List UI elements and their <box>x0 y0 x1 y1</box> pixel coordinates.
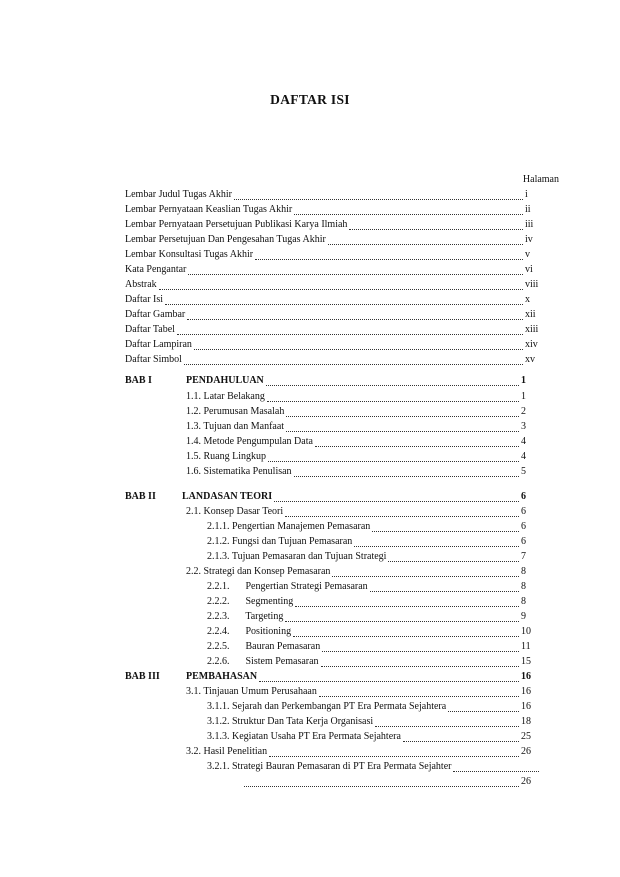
entry-page: 15 <box>521 656 531 667</box>
entry-number: 1.4. <box>186 436 201 447</box>
entry-page: xii <box>525 309 536 320</box>
toc-entry-abstrak[interactable] <box>125 277 545 292</box>
toc-entry-konsultasi[interactable] <box>125 247 545 262</box>
toc-entry-persetujuan-pengesahan[interactable] <box>125 232 545 247</box>
toc-entry-3-1-1[interactable] <box>207 699 541 714</box>
entry-page: 18 <box>521 716 531 727</box>
chapter-label: BAB II <box>125 491 156 502</box>
entry-page: 4 <box>521 451 526 462</box>
entry-page: xiii <box>525 324 539 335</box>
entry-text: Targeting <box>245 611 284 622</box>
toc-entry-daftar-simbol[interactable] <box>125 352 545 367</box>
chapter-title: LANDASAN TEORI <box>182 491 273 502</box>
entry-page: 1 <box>521 391 526 402</box>
entry-page: x <box>525 294 530 305</box>
chapter-page: 6 <box>521 491 526 502</box>
toc-chapter-2[interactable] <box>182 489 541 504</box>
entry-text: Daftar Lampiran <box>125 339 192 350</box>
entry-text: Segmenting <box>245 596 294 607</box>
toc-entry-1-6[interactable] <box>186 464 541 479</box>
toc-entry-daftar-lampiran[interactable] <box>125 337 545 352</box>
toc-entry-3-2[interactable] <box>186 744 541 759</box>
chapter-page: 16 <box>521 671 531 682</box>
entry-text: Daftar Isi <box>125 294 164 305</box>
entry-text: Positioning <box>245 626 292 637</box>
entry-page: 3 <box>521 421 526 432</box>
entry-text: Konsep Dasar Teori <box>203 506 284 517</box>
entry-text: Sistem Pemasaran <box>245 656 319 667</box>
entry-number: 1.1. <box>186 391 201 402</box>
toc-entry-lembar-judul[interactable] <box>125 187 545 202</box>
entry-number: 2.1.2. <box>207 536 230 547</box>
toc-entry-pernyataan-keaslian[interactable] <box>125 202 545 217</box>
toc-entry-2-2[interactable] <box>186 564 541 579</box>
entry-page: 16 <box>521 701 531 712</box>
entry-number: 3.1.2. <box>207 716 230 727</box>
entry-text: Latar Belakang <box>203 391 265 402</box>
entry-page: iv <box>525 234 533 245</box>
entry-text: Lembar Pernyataan Persetujuan Publikasi Karya Ilmiah <box>125 219 348 230</box>
toc-entry-2-2-2[interactable] <box>207 594 541 609</box>
entry-text: Lembar Persetujuan Dan Pengesahan Tugas Akhir <box>125 234 326 245</box>
entry-number: 1.2. <box>186 406 201 417</box>
page-title: DAFTAR ISI <box>270 92 350 107</box>
entry-page: 26 <box>521 776 531 787</box>
entry-number: 2.1.1. <box>207 521 230 532</box>
entry-text: Strategi dan Konsep Pemasaran <box>203 566 331 577</box>
entry-page: 2 <box>521 406 526 417</box>
entry-text: Abstrak <box>125 279 157 290</box>
toc-entry-3-1-2[interactable] <box>207 714 541 729</box>
entry-text: Hasil Penelitian <box>203 746 268 757</box>
toc-entry-2-2-6[interactable] <box>207 654 541 669</box>
entry-page: iii <box>525 219 534 230</box>
chapter-page: 1 <box>521 375 526 386</box>
entry-text: Bauran Pemasaran <box>245 641 321 652</box>
entry-number: 3.1.1. <box>207 701 230 712</box>
toc-entry-2-2-5[interactable] <box>207 639 541 654</box>
toc-entry-1-2[interactable] <box>186 404 541 419</box>
entry-text: Lembar Konsultasi Tugas Akhir <box>125 249 254 260</box>
entry-page: vi <box>525 264 533 275</box>
toc-entry-3-1[interactable] <box>186 684 541 699</box>
entry-text: Daftar Gambar <box>125 309 186 320</box>
entry-text: Sistematika Penulisan <box>203 466 292 477</box>
entry-page: xiv <box>525 339 538 350</box>
entry-text: Tujuan Pemasaran dan Tujuan Strategi <box>231 551 387 562</box>
toc-entry-1-3[interactable] <box>186 419 541 434</box>
entry-page: 8 <box>521 596 526 607</box>
entry-number: 2.2. <box>186 566 201 577</box>
entry-text: Ruang Lingkup <box>203 451 266 462</box>
toc-entry-1-5[interactable] <box>186 449 541 464</box>
entry-text: Kata Pengantar <box>125 264 187 275</box>
entry-page: 6 <box>521 536 526 547</box>
chapter-title: PENDAHULUAN <box>186 375 264 386</box>
entry-text: Tinjauan Umum Perusahaan <box>203 686 317 697</box>
entry-page: 6 <box>521 521 526 532</box>
toc-entry-2-1-3[interactable] <box>207 549 541 564</box>
toc-entry-2-1-2[interactable] <box>207 534 541 549</box>
toc-entry-2-1-1[interactable] <box>207 519 541 534</box>
entry-text: Fungsi dan Tujuan Pemasaran <box>232 536 353 547</box>
entry-text: Sejarah dan Perkembangan PT Era Permata Sejahtera <box>232 701 447 712</box>
toc-entry-3-1-3[interactable] <box>207 729 541 744</box>
entry-text: Pengertian Strategi Pemasaran <box>245 581 368 592</box>
entry-text: Tujuan dan Manfaat <box>203 421 285 432</box>
entry-page: 25 <box>521 731 531 742</box>
entry-page: viii <box>525 279 539 290</box>
toc-entry-3-2-1-continuation[interactable] <box>244 774 541 789</box>
entry-text: Perumusan Masalah <box>203 406 285 417</box>
toc-entry-3-2-1[interactable] <box>207 759 541 774</box>
page-column-label: Halaman <box>522 174 559 185</box>
entry-number: 2.1. <box>186 506 201 517</box>
entry-page: 11 <box>521 641 531 652</box>
toc-entry-persetujuan-publikasi[interactable] <box>125 217 545 232</box>
entry-text: Struktur Dan Tata Kerja Organisasi <box>232 716 374 727</box>
toc-entry-2-2-3[interactable] <box>207 609 541 624</box>
entry-number: 3.2. <box>186 746 201 757</box>
entry-text: Kegiatan Usaha PT Era Permata Sejahtera <box>232 731 401 742</box>
entry-page: v <box>525 249 530 260</box>
entry-number: 2.2.2. <box>207 596 230 607</box>
entry-page: 9 <box>521 611 526 622</box>
entry-text: Pengertian Manajemen Pemasaran <box>232 521 371 532</box>
entry-page: 5 <box>521 466 526 477</box>
entry-page: 8 <box>521 566 526 577</box>
chapter-title: PEMBAHASAN <box>186 671 258 682</box>
entry-number: 2.1.3. <box>207 551 230 562</box>
entry-page: ii <box>525 204 531 215</box>
toc-entry-2-2-4[interactable] <box>207 624 541 639</box>
toc-entry-daftar-tabel[interactable] <box>125 322 545 337</box>
toc-chapter-3[interactable] <box>186 669 541 684</box>
entry-number: 1.6. <box>186 466 201 477</box>
entry-page: 6 <box>521 506 526 517</box>
toc-entry-daftar-gambar[interactable] <box>125 307 545 322</box>
entry-number: 2.2.1. <box>207 581 230 592</box>
toc-entry-1-4[interactable] <box>186 434 541 449</box>
chapter-label: BAB III <box>125 671 160 682</box>
entry-number: 2.2.6. <box>207 656 230 667</box>
entry-text: Strategi Bauran Pemasaran di PT Era Permata Sejahter <box>232 761 452 772</box>
entry-page: 7 <box>521 551 526 562</box>
entry-page: 8 <box>521 581 526 592</box>
entry-number: 3.2.1. <box>207 761 230 772</box>
entry-number: 3.1.3. <box>207 731 230 742</box>
toc-entry-kata-pengantar[interactable] <box>125 262 545 277</box>
entry-number: 2.2.5. <box>207 641 230 652</box>
toc-entry-2-1[interactable] <box>186 504 541 519</box>
toc-entry-daftar-isi[interactable] <box>125 292 545 307</box>
chapter-label: BAB I <box>125 375 152 386</box>
entry-page: 10 <box>521 626 531 637</box>
entry-number: 2.2.3. <box>207 611 230 622</box>
toc-entry-2-2-1[interactable] <box>207 579 541 594</box>
toc-chapter-1[interactable] <box>186 373 541 388</box>
toc-entry-1-1[interactable] <box>186 389 541 404</box>
entry-page: xv <box>525 354 535 365</box>
entry-text: Metode Pengumpulan Data <box>203 436 313 447</box>
entry-page: 26 <box>521 746 531 757</box>
entry-number: 1.5. <box>186 451 201 462</box>
entry-page: i <box>525 189 528 200</box>
entry-page: 4 <box>521 436 526 447</box>
entry-number: 3.1. <box>186 686 201 697</box>
entry-page: 16 <box>521 686 531 697</box>
entry-number: 2.2.4. <box>207 626 230 637</box>
entry-text: Daftar Tabel <box>125 324 175 335</box>
entry-text: Daftar Simbol <box>125 354 182 365</box>
entry-text: Lembar Judul Tugas Akhir <box>125 189 232 200</box>
entry-text: Lembar Pernyataan Keaslian Tugas Akhir <box>125 204 293 215</box>
entry-number: 1.3. <box>186 421 201 432</box>
